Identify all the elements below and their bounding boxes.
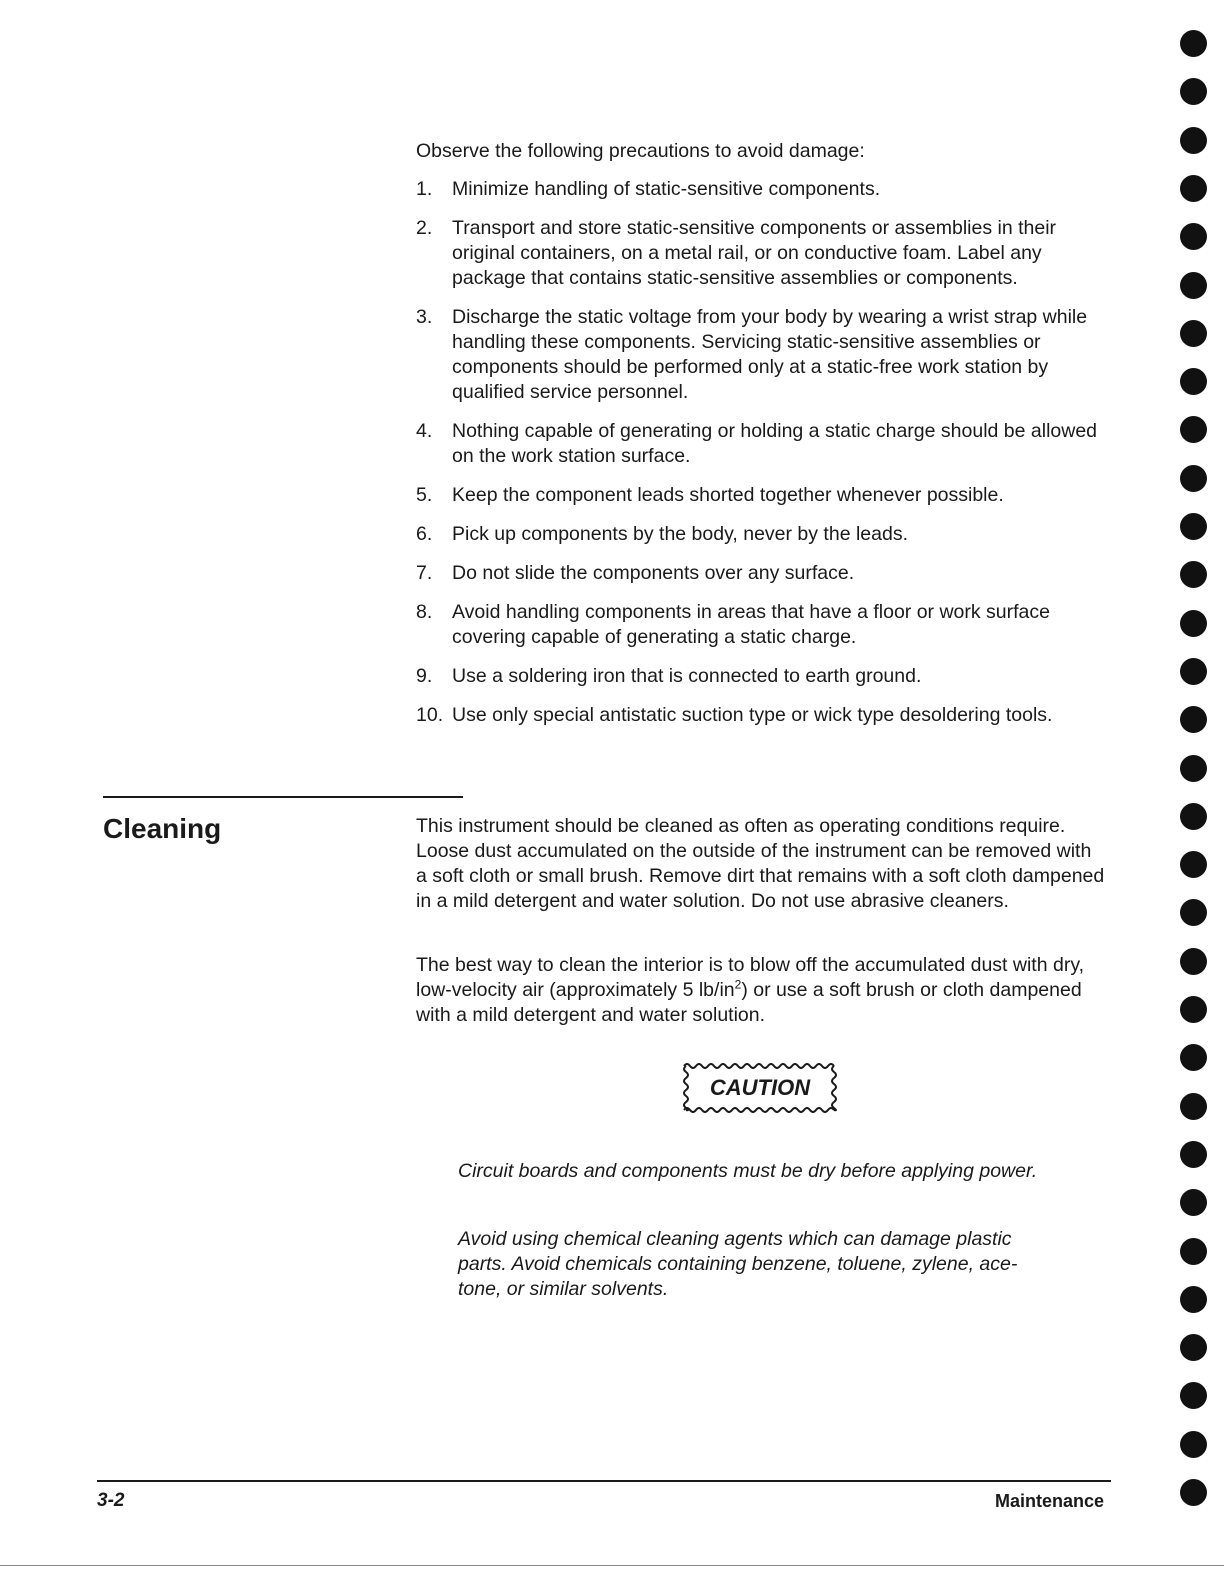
- item-number: 2.: [416, 217, 433, 239]
- list-item: [416, 522, 1116, 547]
- caution-text-power: Circuit boards and components must be dry before applying power.: [458, 1160, 1038, 1182]
- binder-holes: [1180, 30, 1210, 1540]
- binder-hole: [1180, 948, 1207, 975]
- page-number: 3-2: [97, 1490, 125, 1511]
- binder-hole: [1180, 416, 1207, 443]
- binder-hole: [1180, 513, 1207, 540]
- item-text: Discharge the static voltage from your body by wearing a wrist strap while handling these components. Servicing static-sensitive assemblies or components should be performed only at a static-free work station by qualified service personnel.: [452, 306, 1088, 403]
- item-number: 9.: [416, 665, 433, 687]
- binder-hole: [1180, 658, 1207, 685]
- section-divider: [103, 796, 463, 798]
- binder-hole: [1180, 610, 1207, 637]
- list-item: [416, 664, 1116, 689]
- list-item: [416, 419, 1116, 469]
- item-number: 8.: [416, 601, 433, 623]
- item-text: Pick up components by the body, never by the leads.: [452, 523, 908, 545]
- binder-hole: [1180, 1141, 1207, 1168]
- list-item: [416, 561, 1116, 586]
- binder-hole: [1180, 706, 1207, 733]
- precautions-list: [416, 177, 1116, 742]
- binder-hole: [1180, 1382, 1207, 1409]
- list-item: [416, 600, 1116, 650]
- binder-hole: [1180, 1238, 1207, 1265]
- binder-hole: [1180, 1044, 1207, 1071]
- binder-hole: [1180, 368, 1207, 395]
- list-item: [416, 305, 1116, 405]
- page-edge: [0, 1565, 1224, 1566]
- binder-hole: [1180, 1334, 1207, 1361]
- caution-box: [680, 1060, 840, 1116]
- binder-hole: [1180, 1431, 1207, 1458]
- section-heading: Cleaning: [103, 813, 222, 844]
- interior-text-end: ) or use a soft brush or cloth dampened with a mild detergent and water solution.: [416, 979, 1082, 1026]
- list-item: [416, 483, 1116, 508]
- cleaning-paragraph-interior: [416, 953, 1106, 1028]
- footer-divider: [97, 1480, 1111, 1482]
- caution-label: CAUTION: [709, 1075, 811, 1100]
- item-text: Use only special antistatic suction type or wick type desoldering tools.: [452, 704, 1053, 726]
- item-text: Keep the component leads shorted together whenever possible.: [452, 484, 1004, 506]
- binder-hole: [1180, 1286, 1207, 1313]
- binder-hole: [1180, 1093, 1207, 1120]
- binder-hole: [1180, 996, 1207, 1023]
- binder-hole: [1180, 223, 1207, 250]
- binder-hole: [1180, 899, 1207, 926]
- binder-hole: [1180, 175, 1207, 202]
- item-number: 4.: [416, 420, 433, 442]
- list-item: [416, 216, 1116, 291]
- item-number: 5.: [416, 484, 433, 506]
- caution-text-chemicals: Avoid using chemical cleaning agents which can damage plastic parts. Avoid chemicals containing benzene, toluene, zylene, ace-tone, or similar solvents.: [458, 1228, 1018, 1300]
- item-text: Minimize handling of static-sensitive components.: [452, 178, 881, 200]
- binder-hole: [1180, 465, 1207, 492]
- binder-hole: [1180, 272, 1207, 299]
- item-text: Transport and store static-sensitive components or assemblies in their original containers, on a metal rail, or on conductive foam. Label any package that contains static-sensitive assemblies or components.: [452, 217, 1057, 289]
- binder-hole: [1180, 30, 1207, 57]
- item-text: Avoid handling components in areas that have a floor or work surface covering capable of generating a static charge.: [452, 601, 1050, 648]
- list-item: [416, 703, 1116, 728]
- binder-hole: [1180, 320, 1207, 347]
- binder-hole: [1180, 1479, 1207, 1506]
- item-text: Do not slide the components over any surface.: [452, 562, 855, 584]
- superscript: 2: [734, 977, 742, 992]
- binder-hole: [1180, 78, 1207, 105]
- binder-hole: [1180, 1189, 1207, 1216]
- binder-hole: [1180, 561, 1207, 588]
- binder-hole: [1180, 127, 1207, 154]
- cleaning-paragraph-exterior: This instrument should be cleaned as often as operating conditions require. Loose dust accumulated on the outside of the instrument can be removed with a soft cloth or small brush. Remove dirt that remains with a soft cloth dampened in a mild detergent and water solution. Do not use abrasive cleaners.: [416, 815, 1105, 912]
- item-number: 3.: [416, 306, 433, 328]
- item-number: 1.: [416, 178, 433, 200]
- list-item: [416, 177, 1116, 202]
- interior-text-start: The best way to clean the interior is to blow off the accumulated dust with dry, low-velocity air (approximately 5 lb/in: [416, 954, 1085, 1001]
- chapter-name: Maintenance: [994, 1491, 1104, 1511]
- intro-text: Observe the following precautions to avoid damage:: [416, 140, 865, 162]
- item-number: 6.: [416, 523, 433, 545]
- item-number: 10.: [416, 704, 444, 726]
- item-text: Nothing capable of generating or holding a static charge should be allowed on the work station surface.: [452, 420, 1098, 467]
- item-text: Use a soldering iron that is connected to earth ground.: [452, 665, 922, 687]
- item-number: 7.: [416, 562, 433, 584]
- binder-hole: [1180, 755, 1207, 782]
- binder-hole: [1180, 851, 1207, 878]
- binder-hole: [1180, 803, 1207, 830]
